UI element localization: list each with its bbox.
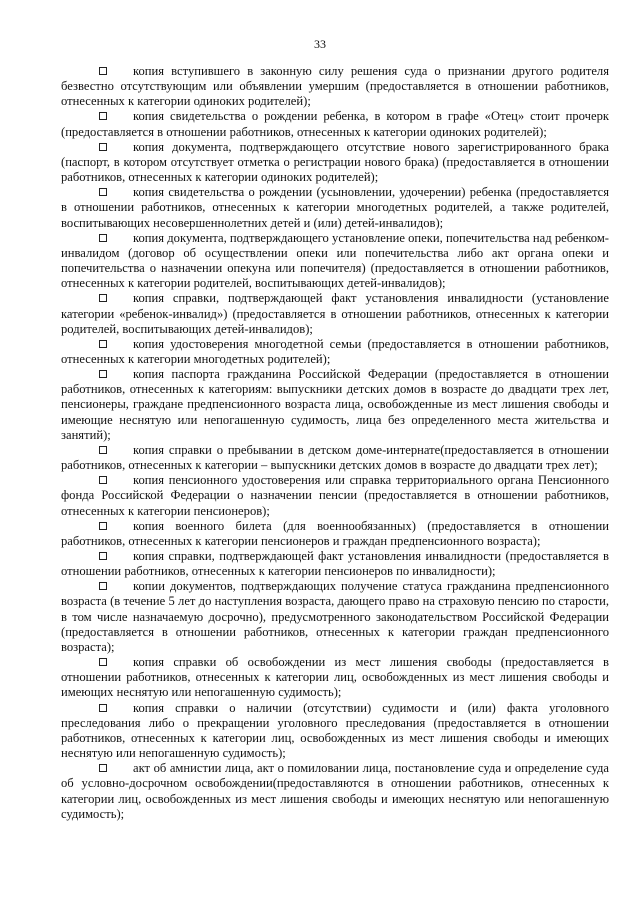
list-item bbox=[61, 443, 609, 473]
checkbox-icon bbox=[99, 764, 107, 772]
list-item-text: копия свидетельства о рождении (усыновлении, удочерении) ребенка (предоставляется в отношении работников, отнесенных к категории многодетных родителей, а также родителей, воспитывающих несовершеннолетних детей и (или) детей-инвалидов); bbox=[61, 185, 609, 230]
list-item-text: копия паспорта гражданина Российской Федерации (предоставляется в отношении работников, отнесенных к категориям: выпускники детских домов в возрасте до двадцати трех лет, пенсионеры, граждане предпенсионного возраста лица, освобожденные из мест лишения свободы и имеющие неснятую или непогашенную судимость, лица без определенного места жительства и занятий); bbox=[61, 367, 609, 442]
list-item-text: копия справки о наличии (отсутствии) судимости и (или) факта уголовного преследования либо о прекращении уголовного преследования (предоставляется в отношении работников, отнесенных к категории лиц, освобожденных из мест лишения свободы и имеющих неснятую или непогашенную судимость); bbox=[61, 700, 609, 761]
list-item-text: копия документа, подтверждающего отсутствие нового зарегистрированного брака (паспорт, в котором отсутствует отметка о регистрации нового брака) (предоставляется в отношении работников, отнесенных к категории одиноких родителей); bbox=[61, 139, 609, 185]
checkbox-icon bbox=[99, 112, 107, 120]
list-item-text: копия военного билета (для военнообязанных) (предоставляется в отношении работников, отнесенных к категории пенсионеров и граждан предпенсионного возраста); bbox=[61, 518, 609, 548]
checkbox-icon bbox=[99, 67, 107, 75]
list-item bbox=[61, 655, 609, 700]
checkbox-icon bbox=[99, 552, 107, 560]
list-item-text: копия пенсионного удостоверения или справка территориального органа Пенсионного фонда Российской Федерации о назначении пенсии (предоставляется в отношении работников, отнесенных к категории пенсионеров); bbox=[61, 473, 609, 518]
list-item bbox=[61, 231, 609, 292]
list-item bbox=[61, 185, 609, 230]
page-number: 33 bbox=[314, 37, 326, 51]
list-item bbox=[61, 473, 609, 518]
list-item bbox=[61, 761, 609, 822]
list-item bbox=[61, 579, 609, 655]
list-item-text: копия справки о пребывании в детском доме-интернате(предоставляется в отношении работников, отнесенных к категории – выпускники детских домов в возрасте до двадцати трех лет); bbox=[61, 442, 609, 473]
list-item bbox=[61, 140, 609, 185]
checkbox-icon bbox=[99, 658, 107, 666]
checkbox-icon bbox=[99, 294, 107, 302]
checkbox-icon bbox=[99, 476, 107, 484]
checkbox-icon bbox=[99, 704, 107, 712]
checkbox-icon bbox=[99, 446, 107, 454]
list-item-text: копия вступившего в законную силу решения суда о признании другого родителя безвестно отсутствующим или объявлении умершим (предоставляется в отношении работников, отнесенных к категории одиноких родителей); bbox=[61, 64, 609, 109]
checkbox-icon bbox=[99, 234, 107, 242]
document-body bbox=[61, 64, 609, 822]
list-item-text: копия справки, подтверждающей факт установления инвалидности (предоставляется в отношении работников, отнесенных к категории пенсионеров по инвалидности); bbox=[61, 549, 609, 579]
list-item bbox=[61, 367, 609, 443]
list-item-text: копия свидетельства о рождении ребенка, в котором в графе «Отец» стоит прочерк (предоставляется в отношении работников, отнесенных к категории одиноких родителей); bbox=[61, 109, 609, 139]
list-item-text: копия документа, подтверждающего установление опеки, попечительства над ребенком-инвалидом (договор об осуществлении опеки или попечительства либо акт органа опеки и попечительства о назначении опекуна или попечителя) (предоставляется в отношении работников, отнесенных к категории родителей, воспитывающих детей-инвалидов); bbox=[61, 230, 609, 291]
checkbox-icon bbox=[99, 522, 107, 530]
checkbox-icon bbox=[99, 370, 107, 378]
list-item-text: копия справки об освобождении из мест лишения свободы (предоставляется в отношении работников, отнесенных к категории лиц, освобожденных из мест лишения свободы и имеющих неснятую или непогашенную судимость); bbox=[61, 655, 609, 700]
list-item-text: копия удостоверения многодетной семьи (предоставляется в отношении работников, отнесенных к категории многодетных родителей); bbox=[61, 336, 609, 366]
checkbox-icon bbox=[99, 188, 107, 196]
list-item bbox=[61, 701, 609, 762]
list-item-text: копия справки, подтверждающей факт установления инвалидности (установление категории «ребенок-инвалид») (предоставляется в отношении работников, отнесенных к категории родителей, воспитывающих детей-инвалидов); bbox=[61, 291, 609, 336]
checkbox-icon bbox=[99, 340, 107, 348]
list-item bbox=[61, 549, 609, 579]
checkbox-icon bbox=[99, 143, 107, 151]
list-item bbox=[61, 519, 609, 549]
list-item-text: копии документов, подтверждающих получение статуса гражданина предпенсионного возраста (в течение 5 лет до наступления возраста, дающего право на страховую пенсию по старости, в том числе назначаемую досрочно), предусмотренного законодательством Российской Федерации (предоставляется в отношении работников, отнесенных к категории граждан предпенсионного возраста); bbox=[61, 579, 609, 654]
list-item bbox=[61, 291, 609, 336]
list-item bbox=[61, 109, 609, 139]
list-item bbox=[61, 337, 609, 367]
list-item bbox=[61, 64, 609, 109]
checkbox-icon bbox=[99, 582, 107, 590]
list-item-text: акт об амнистии лица, акт о помиловании лица, постановление суда и определение суда об условно-досрочном освобождении(предоставляются в отношении работников, отнесенных к категории лиц, освобожденных из мест лишения свободы и имеющих неснятую или непогашенную судимость); bbox=[61, 761, 609, 821]
